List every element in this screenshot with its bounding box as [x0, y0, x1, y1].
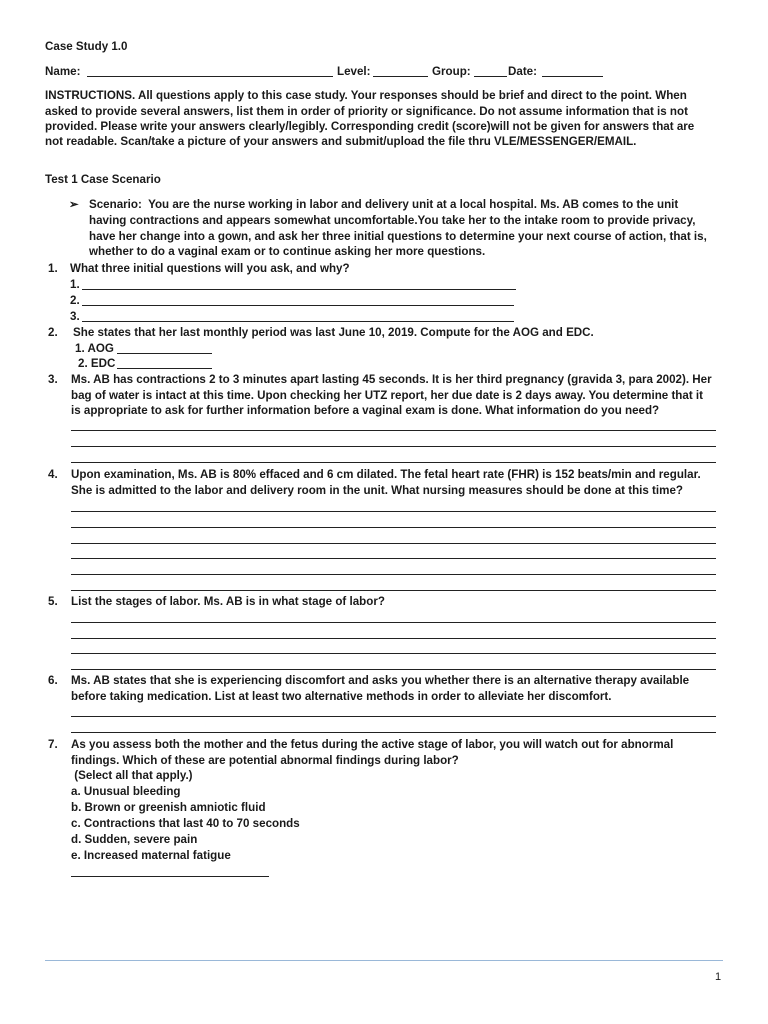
q4-answer-line[interactable] — [71, 527, 716, 528]
q1-answer-line[interactable] — [82, 305, 514, 306]
question-1-number: 1. — [48, 262, 58, 275]
question-7-number: 7. — [48, 738, 58, 751]
test-title: Test 1 Case Scenario — [45, 173, 161, 186]
q1-answer-line[interactable] — [82, 321, 514, 322]
q1-answer-label: 2. — [70, 294, 80, 307]
q7-answer-line[interactable] — [71, 876, 269, 877]
question-3-line: is appropriate to ask for further information before a vaginal exam is done. What information do you need? — [71, 404, 660, 417]
q1-answer-label: 3. — [70, 310, 80, 323]
q3-answer-line[interactable] — [71, 462, 716, 463]
question-5-text: List the stages of labor. Ms. AB is in what stage of labor? — [71, 595, 385, 608]
question-6-number: 6. — [48, 674, 58, 687]
question-7-line: findings. Which of these are potential abnormal findings during labor? — [71, 754, 459, 767]
q4-answer-line[interactable] — [71, 574, 716, 575]
scenario-line: have her change into a gown, and ask her three initial questions to determine your next course of action, that is, — [89, 230, 707, 243]
instructions-line: not readable. Scan/take a picture of your answers and submit/upload the file thru VLE/MESSENGER/EMAIL. — [45, 135, 637, 148]
group-label: Group: — [432, 65, 471, 78]
aog-blank[interactable] — [117, 353, 212, 354]
question-3-line: bag of water is intact at this time. Upon checking her UTZ report, her due date is 2 days away. You determine that it — [71, 389, 703, 402]
question-2-number: 2. — [48, 326, 58, 339]
level-label: Level: — [337, 65, 371, 78]
q4-answer-line[interactable] — [71, 558, 716, 559]
q4-answer-line[interactable] — [71, 511, 716, 512]
question-1-text: What three initial questions will you ask, and why? — [70, 262, 350, 275]
group-blank[interactable] — [474, 76, 507, 77]
page-number: 1 — [715, 971, 722, 983]
edc-label: 2. EDC — [78, 357, 116, 370]
question-2-text: She states that her last monthly period was last June 10, 2019. Compute for the AOG and EDC. — [73, 326, 594, 339]
question-4-number: 4. — [48, 468, 58, 481]
date-label: Date: — [508, 65, 537, 78]
q7-option: a. Unusual bleeding — [71, 785, 181, 798]
q3-answer-line[interactable] — [71, 446, 716, 447]
q7-option: c. Contractions that last 40 to 70 seconds — [71, 817, 300, 830]
q5-answer-line[interactable] — [71, 638, 716, 639]
scenario-line: Scenario: You are the nurse working in labor and delivery unit at a local hospital. Ms. AB comes to the unit — [89, 198, 679, 211]
q7-option: b. Brown or greenish amniotic fluid — [71, 801, 266, 814]
q5-answer-line[interactable] — [71, 622, 716, 623]
q6-answer-line[interactable] — [71, 732, 716, 733]
q3-answer-line[interactable] — [71, 430, 716, 431]
question-4-line: Upon examination, Ms. AB is 80% effaced and 6 cm dilated. The fetal heart rate (FHR) is 152 beats/min and regular. — [71, 468, 701, 481]
q6-answer-line[interactable] — [71, 716, 716, 717]
question-6-line: Ms. AB states that she is experiencing discomfort and asks you whether there is an alternative therapy available — [71, 674, 690, 687]
q7-option: d. Sudden, severe pain — [71, 833, 198, 846]
document-title: Case Study 1.0 — [45, 40, 128, 53]
q1-answer-line[interactable] — [82, 289, 516, 290]
instructions-line: asked to provide several answers, list them in order of priority or significance. Do not assume information that is not — [45, 105, 688, 118]
name-label: Name: — [45, 65, 81, 78]
q5-answer-line[interactable] — [71, 669, 716, 670]
footer-divider — [45, 960, 723, 961]
aog-label: 1. AOG — [75, 342, 114, 355]
q7-option: e. Increased maternal fatigue — [71, 849, 231, 862]
instructions-line: INSTRUCTIONS. All questions apply to this case study. Your responses should be brief and direct to the point. When — [45, 89, 687, 102]
question-5-number: 5. — [48, 595, 58, 608]
bullet-arrow-icon: ➢ — [69, 198, 79, 211]
scenario-line: having contractions and appears somewhat uncomfortable.You take her to the intake room to provide privacy, — [89, 214, 696, 227]
q5-answer-line[interactable] — [71, 653, 716, 654]
q4-answer-line[interactable] — [71, 543, 716, 544]
question-6-line: before taking medication. List at least two alternative methods in order to alleviate her discomfort. — [71, 690, 612, 703]
question-4-line: She is admitted to the labor and delivery room in the unit. What nursing measures should be done at this time? — [71, 484, 683, 497]
question-7-line: (Select all that apply.) — [71, 769, 193, 782]
question-3-number: 3. — [48, 373, 58, 386]
question-7-line: As you assess both the mother and the fetus during the active stage of labor, you will watch out for abnormal — [71, 738, 674, 751]
edc-blank[interactable] — [117, 368, 212, 369]
question-3-line: Ms. AB has contractions 2 to 3 minutes apart lasting 45 seconds. It is her third pregnancy (gravida 3, para 2002). Her — [71, 373, 712, 386]
name-blank[interactable] — [87, 76, 333, 77]
date-blank[interactable] — [542, 76, 603, 77]
q4-answer-line[interactable] — [71, 590, 716, 591]
level-blank[interactable] — [373, 76, 428, 77]
q1-answer-label: 1. — [70, 278, 80, 291]
instructions-line: provided. Please write your answers clearly/legibly. Corresponding credit (score)will not be given for answers that are — [45, 120, 695, 133]
scenario-line: whether to do a vaginal exam or to continue asking her more questions. — [89, 245, 486, 258]
